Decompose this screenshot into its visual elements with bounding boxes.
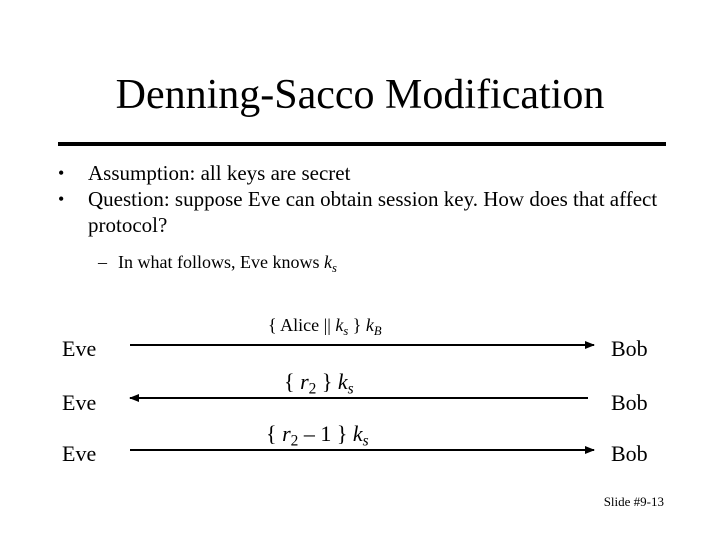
party-bob: Bob [611, 441, 648, 466]
slide-number: Slide #9-13 [603, 494, 664, 509]
label-text: { [284, 369, 301, 394]
party-eve: Eve [62, 336, 97, 361]
key-variable: k [365, 315, 374, 335]
nonce-subscript: 2 [308, 380, 317, 398]
label-text: { [266, 421, 283, 446]
sub-bullet-dash: – [98, 252, 107, 272]
label-text: } [316, 369, 338, 394]
bullet-dot: • [58, 163, 65, 183]
nonce-variable: r [300, 369, 309, 394]
slide-title: Denning-Sacco Modification [115, 72, 605, 118]
key-variable: k [335, 315, 344, 335]
label-text: } [348, 315, 366, 335]
message-label [268, 313, 382, 343]
key-variable: k [337, 369, 348, 394]
key-variable: k [352, 421, 363, 446]
bullet-dot: • [58, 189, 65, 209]
party-eve: Eve [62, 441, 97, 466]
key-variable: k [323, 252, 332, 272]
message-label [266, 422, 369, 454]
key-subscript: s [343, 323, 349, 338]
party-bob: Bob [611, 336, 648, 361]
bullet-text: Assumption: all keys are secret [88, 161, 351, 185]
nonce-variable: r [282, 421, 291, 446]
party-eve: Eve [62, 390, 97, 415]
bullet-text: Question: suppose Eve can obtain session key. How does that affect protocol? [88, 187, 658, 237]
key-subscript: s [362, 432, 369, 450]
party-bob: Bob [611, 390, 648, 415]
key-subscript: B [373, 323, 382, 338]
label-text: – 1 } [298, 421, 353, 446]
key-subscript: s [347, 380, 354, 398]
nonce-subscript: 2 [290, 432, 299, 450]
key-subscript: s [331, 260, 337, 275]
label-text: { Alice || [268, 315, 336, 335]
sub-bullet-text: In what follows, Eve knows [118, 252, 324, 272]
message-label [284, 370, 354, 402]
